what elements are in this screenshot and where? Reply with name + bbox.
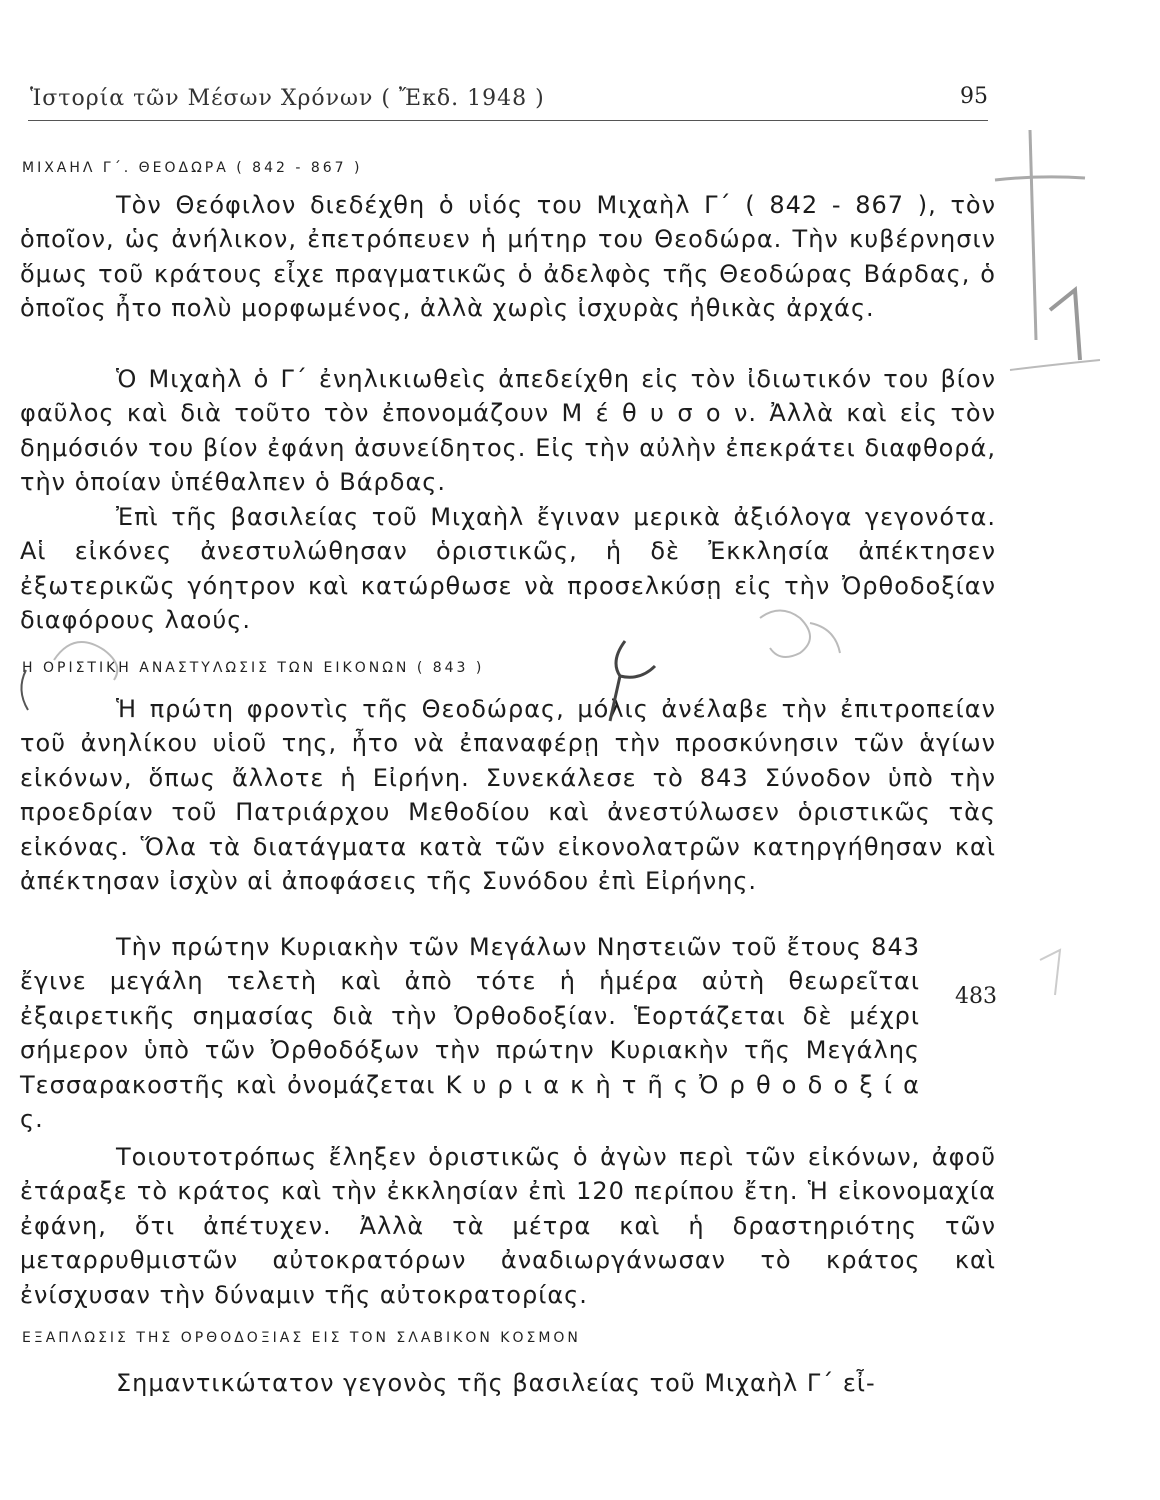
running-head: Ἱστορία τῶν Μέσων Χρόνων ( Ἔκδ. 1948 )	[30, 86, 545, 111]
header-rule	[28, 120, 988, 121]
pencil-check-icon	[1030, 940, 1080, 1000]
paragraph-conclusion	[20, 1140, 996, 1312]
section-heading-michael: ΜΙΧΑΗΛ Γ΄. ΘΕΟΔΩΡΑ ( 842 - 867 )	[22, 160, 363, 176]
paragraph-text: Ὁ Μιχαὴλ ὁ Γ΄ ἐνηλικιωθεὶς ἀπεδείχθη εἰς τὸν ἰδιωτικόν του βίον φαῦλος καὶ διὰ τοῦτο τὸν ἐπονομάζουν Μ έ θ υ σ ο ν. Ἀλλὰ καὶ εἰς τὸν δημόσιόν του βίον ἐφάνη ἀσυνείδητος. Εἰς τὴν αὐλὴν ἐπεκράτει διαφθορά, τὴν ὁποίαν ὑπέθαλπεν ὁ Βάρδας.	[20, 365, 996, 497]
pencil-mark-icon	[990, 120, 1110, 380]
paragraph-orthodoxy-sunday	[20, 930, 920, 1136]
paragraph-slavic	[20, 1366, 996, 1400]
paragraph-succession	[20, 188, 996, 326]
section-heading-slavic: ΕΞΑΠΛΩΣΙΣ ΤΗΣ ΟΡΘΟΔΟΞΙΑΣ ΕΙΣ ΤΟΝ ΣΛΑΒΙΚΟΝ ΚΟΣΜΟΝ	[22, 1330, 581, 1346]
page-number: 95	[960, 84, 988, 109]
paragraph-text: Σημαντικώτατον γεγονὸς τῆς βασιλείας τοῦ Μιχαὴλ Γ΄ εἶ-	[116, 1369, 876, 1397]
paragraph-text: Τὸν Θεόφιλον διεδέχθη ὁ υἱός του Μιχαὴλ Γ΄ ( 842 - 867 ), τὸν ὁποῖον, ὡς ἀνήλικον, ἐπετρόπευεν ἡ μήτηρ του Θεοδώρα. Τὴν κυβέρνησιν ὅμως τοῦ κράτους εἶχε πραγματικῶς ὁ ἀδελφὸς τῆς Θεοδώρας Βάρδας, ὁ ὁποῖος ἦτο πολὺ μορφωμένος, ἀλλὰ χωρὶς ἰσχυρὰς ἠθικὰς ἀρχάς.	[20, 191, 996, 323]
paragraph-theodora	[20, 692, 996, 898]
margin-number: 483	[955, 984, 997, 1009]
paragraph-methysos	[20, 362, 996, 500]
paragraph-text: Τοιουτοτρόπως ἔληξεν ὁριστικῶς ὁ ἀγὼν περὶ τῶν εἰκόνων, ἀφοῦ ἐτάραξε τὸ κράτος καὶ τὴν ἐκκλησίαν ἐπὶ 120 περίπου ἔτη. Ἡ εἰκονομαχία ἐφάνη, ὅτι ἀπέτυχεν. Ἀλλὰ τὰ μέτρα καὶ ἡ δραστηριότης τῶν μεταρρυθμιστῶν αὐτοκρατόρων ἀναδιωργάνωσαν τὸ κράτος καὶ ἐνίσχυσαν τὴν δύναμιν τῆς αὐτοκρατορίας.	[20, 1143, 996, 1309]
paragraph-text: Τὴν πρώτην Κυριακὴν τῶν Μεγάλων Νηστειῶν τοῦ ἔτους 843 ἔγινε μεγάλη τελετὴ καὶ ἀπὸ τότε ἡ ἡμέρα αὐτὴ θεωρεῖται ἐξαιρετικῆς σημασίας διὰ τὴν Ὀρθοδοξίαν. Ἑορτάζεται δὲ μέχρι σήμερον ὑπὸ τῶν Ὀρθοδόξων τὴν πρώτην Κυριακὴν τῆς Μεγάλης Τεσσαρακοστῆς καὶ ὀνομάζεται Κ υ ρ ι α κ ὴ τ ῆ ς Ὀ ρ θ ο δ ο ξ ί α ς.	[20, 933, 920, 1134]
paragraph-events	[20, 500, 996, 638]
section-heading-restoration: Η ΟΡΙΣΤΙΚΗ ΑΝΑΣΤΥΛΩΣΙΣ ΤΩΝ ΕΙΚΟΝΩΝ ( 843 )	[22, 660, 485, 676]
paragraph-text: Ἐπὶ τῆς βασιλείας τοῦ Μιχαὴλ ἔγιναν μερικὰ ἀξιόλογα γεγονότα. Αἱ εἰκόνες ἀνεστυλώθησαν ὁριστικῶς, ἡ δὲ Ἐκκλησία ἀπέκτησεν ἐξωτερικῶς γόητρον καὶ κατώρθωσε νὰ προσελκύσῃ εἰς τὴν Ὀρθοδοξίαν διαφόρους λαούς.	[20, 503, 996, 635]
paragraph-text: Ἡ πρώτη φροντὶς τῆς Θεοδώρας, μόλις ἀνέλαβε τὴν ἐπιτροπείαν τοῦ ἀνηλίκου υἱοῦ της, ἦτο νὰ ἐπαναφέρῃ τὴν προσκύνησιν τῶν ἁγίων εἰκόνων, ὅπως ἄλλοτε ἡ Εἰρήνη. Συνεκάλεσε τὸ 843 Σύνοδον ὑπὸ τὴν προεδρίαν τοῦ Πατριάρχου Μεθοδίου καὶ ἀνεστύλωσεν ὁριστικῶς τὰς εἰκόνας. Ὅλα τὰ διατάγματα κατὰ τῶν εἰκονολατρῶν κατηργήθησαν καὶ ἀπέκτησαν ἰσχὺν αἱ ἀποφάσεις τῆς Συνόδου ἐπὶ Εἰρήνης.	[20, 695, 996, 896]
